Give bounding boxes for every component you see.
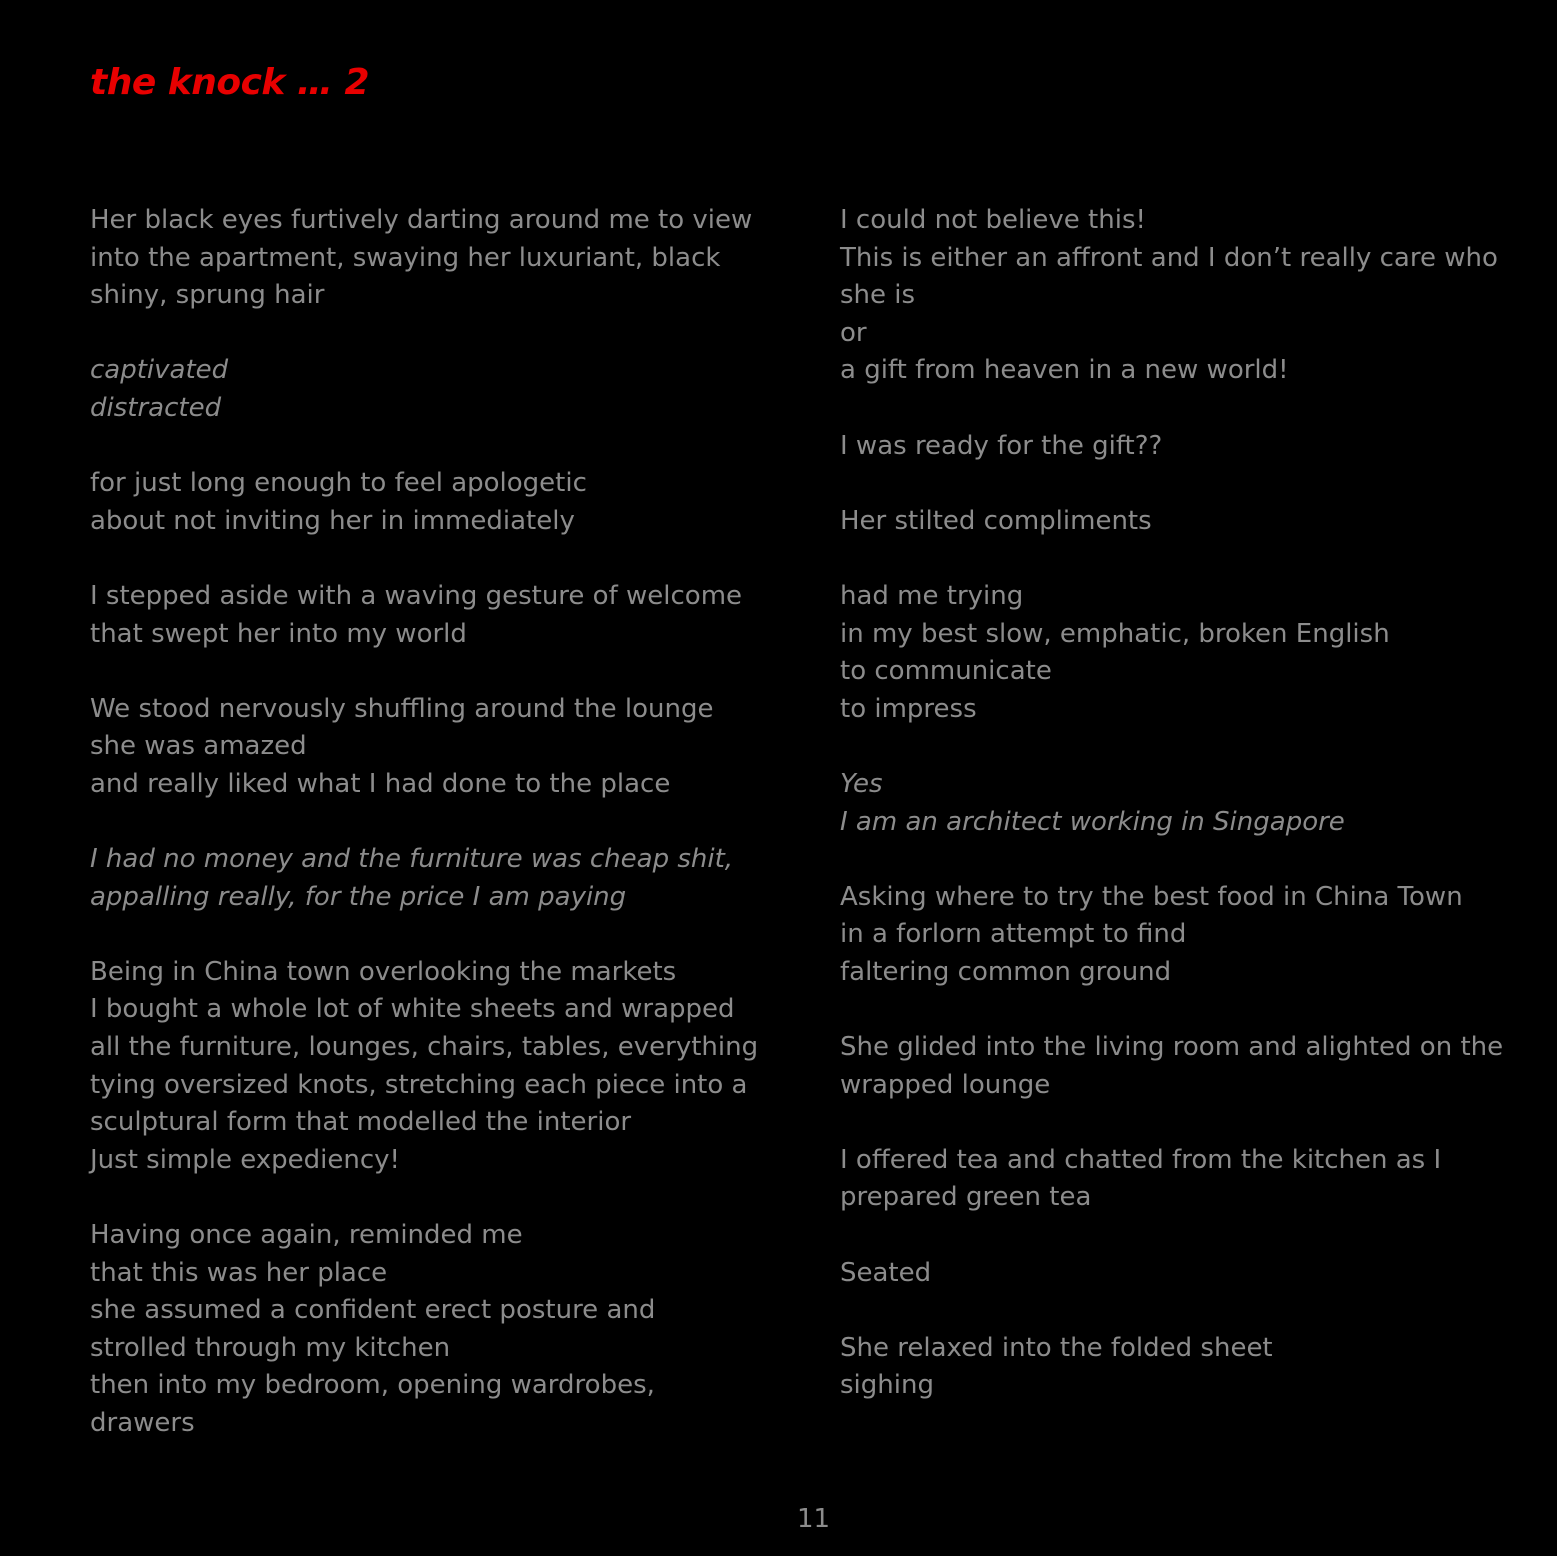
poem-line: wrapped lounge [840,1069,1051,1100]
poem-line: strolled through my kitchen [90,1332,451,1363]
poem-line: into the apartment, swaying her luxuriant, black [90,242,721,273]
poem-line: and really liked what I had done to the place [90,768,671,799]
poem-line: I was ready for the gift?? [840,430,1163,461]
stanza-break [840,390,1530,428]
poem-line: she was amazed [90,731,307,762]
poem-line: Being in China town overlooking the markets [90,956,677,987]
stanza-break [840,1292,1530,1330]
poem-line: about not inviting her in immediately [90,505,575,536]
stanza-break [840,465,1530,503]
poem-line: I bought a whole lot of white sheets and wrapped [90,994,735,1025]
poem-line: faltering common ground [840,956,1172,987]
poem-line: distracted [90,392,222,423]
poem-line: appalling really, for the price I am paying [90,881,627,912]
poem-line: I stepped aside with a waving gesture of welcome [90,580,743,611]
poem-line: Having once again, reminded me [90,1220,523,1251]
stanza-break [90,428,790,466]
poem-line: I could not believe this! [840,205,1146,235]
poem-line: I had no money and the furniture was cheap shit, [90,844,734,875]
poem-line: that swept her into my world [90,618,467,649]
poem-line: Her black eyes furtively darting around me to view [90,205,753,235]
stanza-break [90,1179,790,1217]
poem-line: or [840,317,867,348]
poem-line: she assumed a confident erect posture and [90,1295,656,1326]
stanza-break [840,991,1530,1029]
poem-line: tying oversized knots, stretching each piece into a [90,1069,748,1100]
poem-line: that this was her place [90,1257,388,1288]
poem-line: in my best slow, emphatic, broken English [840,618,1390,649]
poem-line: Yes [840,768,883,799]
poem-line: Seated [840,1257,932,1288]
poem-line: Just simple expediency! [90,1144,400,1175]
poem-line: Asking where to try the best food in China Town [840,881,1463,912]
stanza-break [90,804,790,842]
poem-line: captivated [90,355,229,386]
stanza-break [90,653,790,691]
poem-line: to communicate [840,656,1052,687]
poem-line: sighing [840,1370,934,1401]
poem-line: This is either an affront and I don’t really care who [840,242,1498,273]
poem-line: prepared green tea [840,1182,1092,1213]
poem-line: she is [840,280,916,311]
page-title: the knock … 2 [90,62,369,103]
stanza-break [840,1217,1530,1255]
stanza-break [840,540,1530,578]
poem-line: drawers [90,1408,195,1438]
poem-line: I am an architect working in Singapore [840,806,1345,837]
poem-line: in a forlorn attempt to find [840,919,1187,950]
left-text-column [90,202,790,1443]
poem-line: a gift from heaven in a new world! [840,355,1289,386]
poem-line: shiny, sprung hair [90,280,325,311]
poem-line: all the furniture, lounges, chairs, tables, everything [90,1032,759,1063]
poem-line: then into my bedroom, opening wardrobes, [90,1370,655,1401]
poem-line: She relaxed into the folded sheet [840,1332,1273,1363]
page-number: 11 [796,1504,831,1534]
poem-line: She glided into the living room and alighted on the [840,1032,1504,1063]
stanza-break [840,1104,1530,1142]
poem-line: for just long enough to feel apologetic [90,468,587,499]
poem-line: sculptural form that modelled the interior [90,1107,632,1138]
poem-line: to impress [840,693,977,724]
stanza-break [90,916,790,954]
stanza-break [90,315,790,353]
stanza-break [840,728,1530,766]
poem-line: We stood nervously shuffling around the lounge [90,693,714,724]
stanza-break [90,540,790,578]
poem-line: I offered tea and chatted from the kitchen as I [840,1144,1442,1175]
poem-line: Her stilted compliments [840,505,1152,536]
right-text-column [840,202,1530,1405]
poem-line: had me trying [840,580,1024,611]
stanza-break [840,841,1530,879]
